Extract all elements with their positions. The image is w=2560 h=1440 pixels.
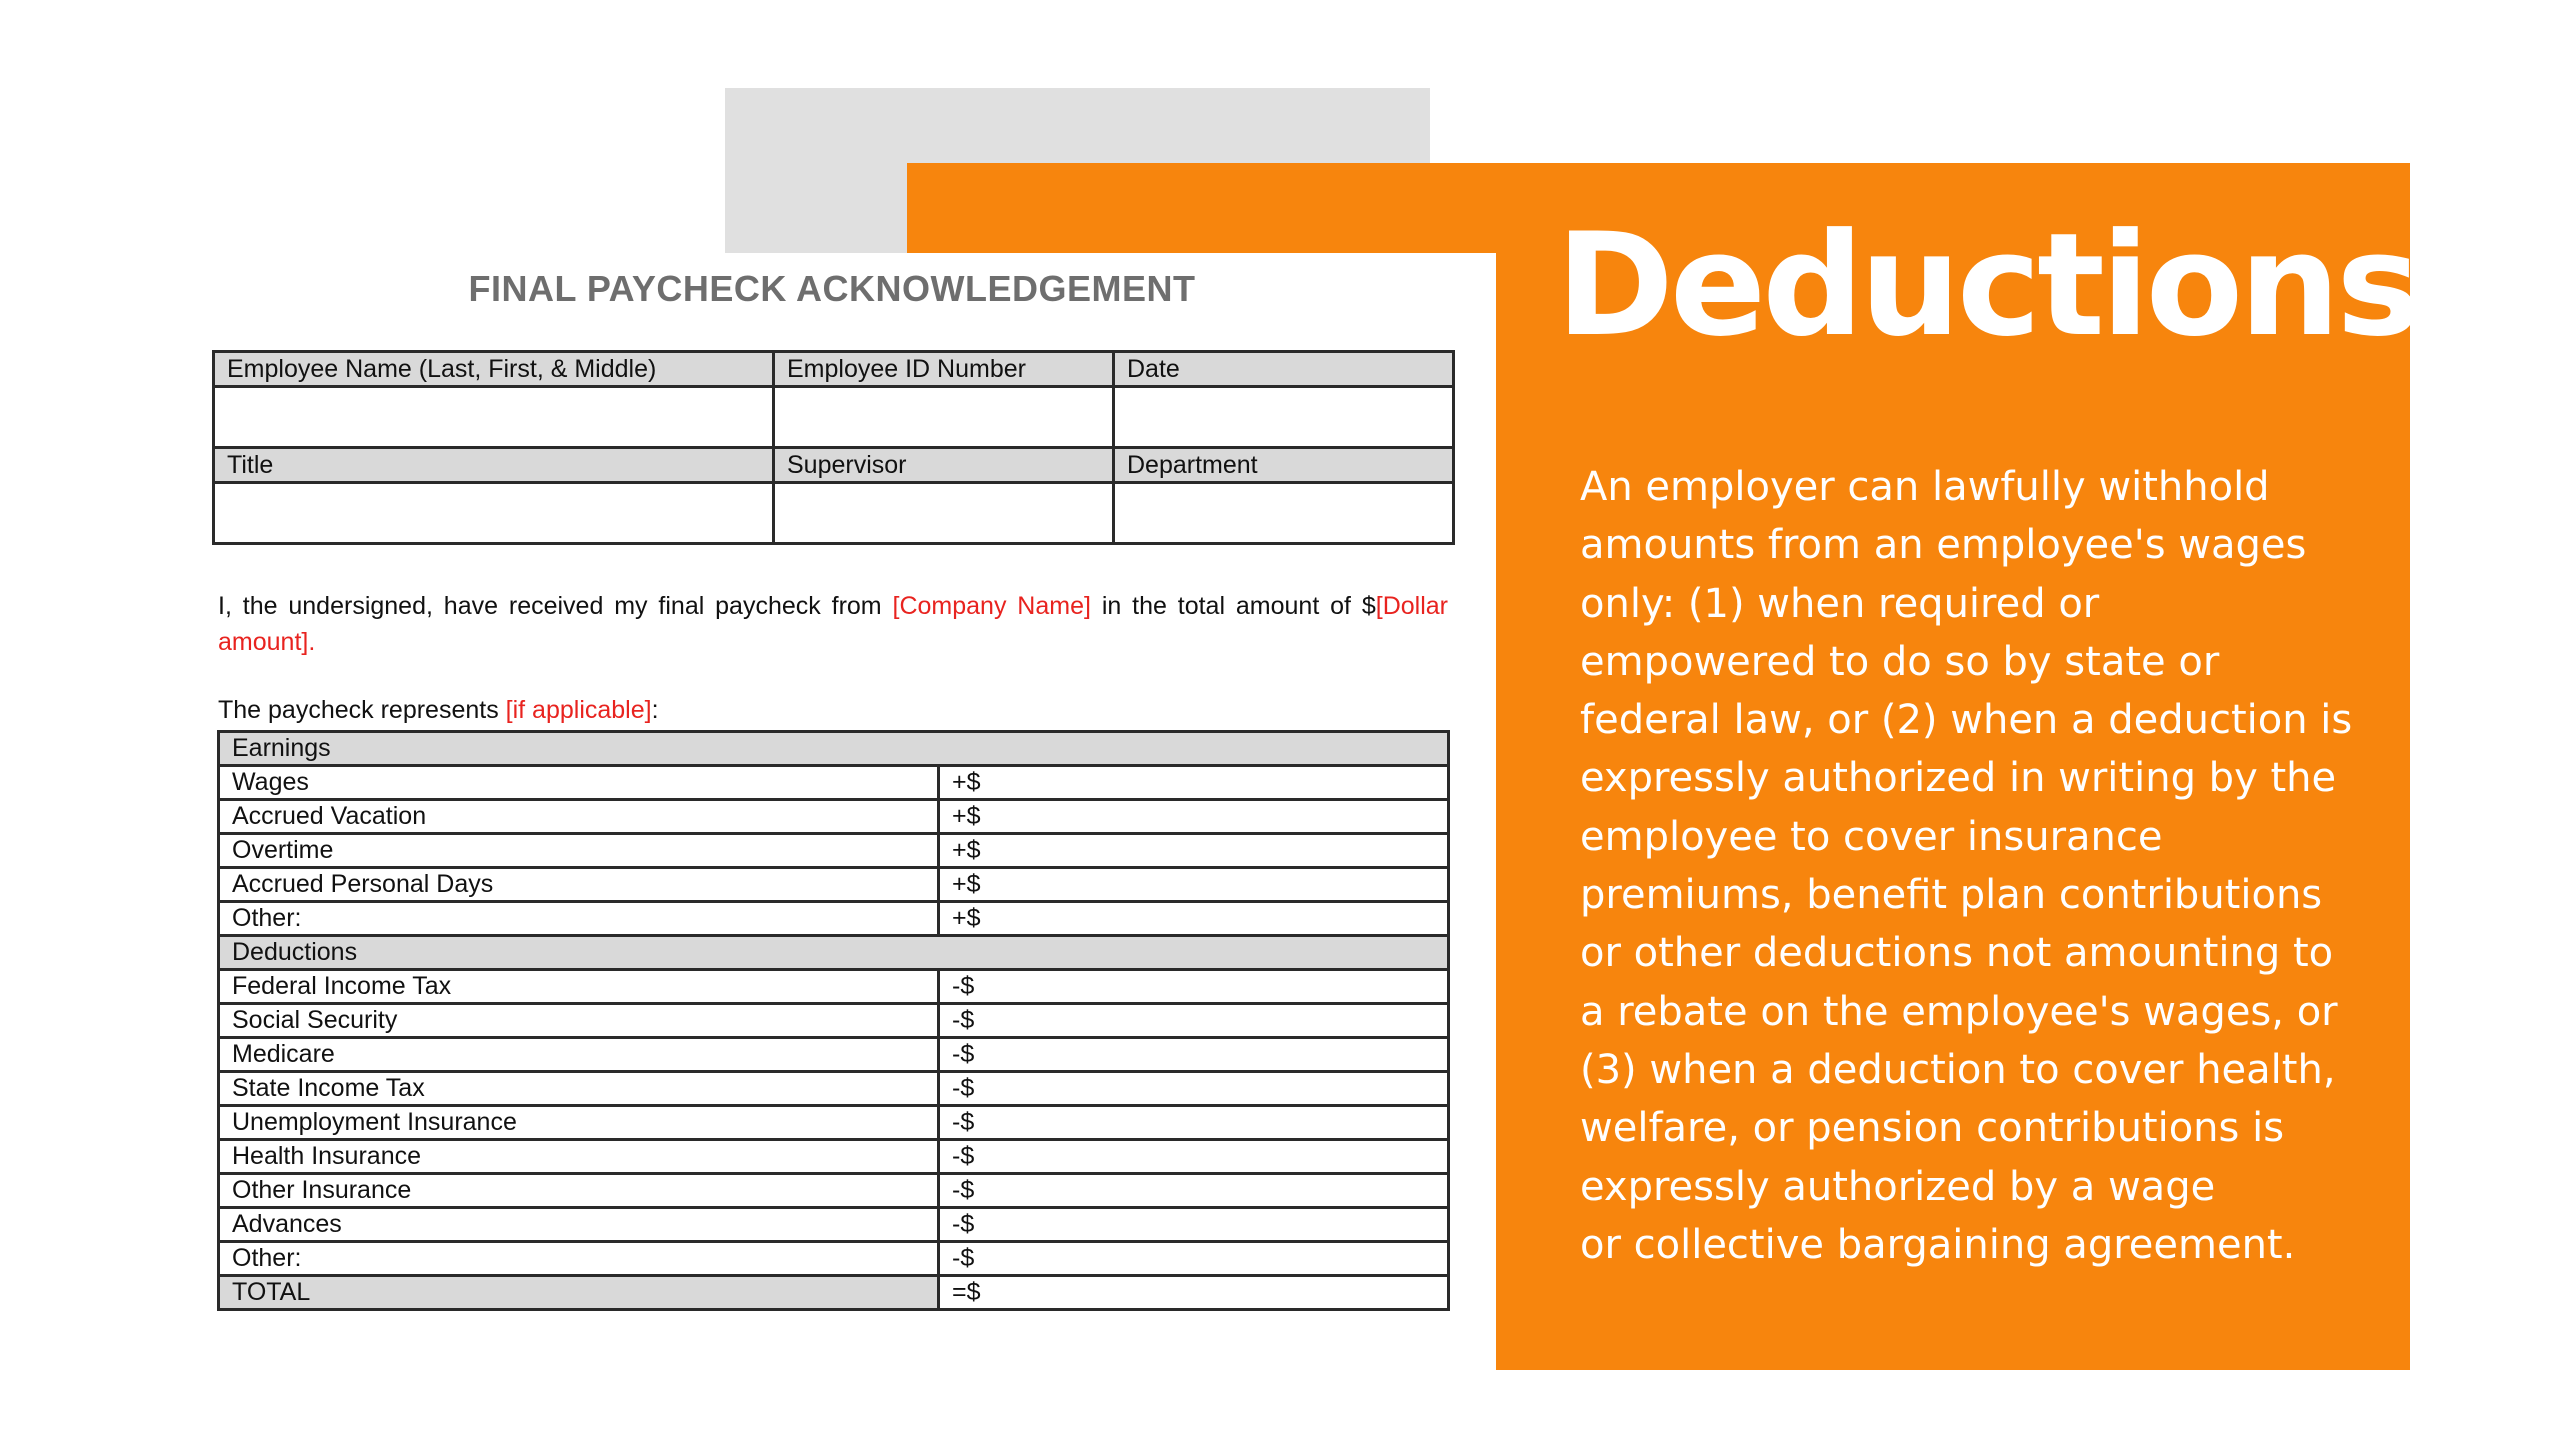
row-label: Social Security xyxy=(219,1004,939,1038)
row-value[interactable]: +$ xyxy=(939,800,1449,834)
panel-line: federal law, or (2) when a deduction is xyxy=(1580,697,2353,744)
panel-line: or collective bargaining agreement. xyxy=(1580,1221,2296,1268)
row-value[interactable]: +$ xyxy=(939,834,1449,868)
paycheck-breakdown-table xyxy=(217,730,1450,1311)
represents-suffix: : xyxy=(651,696,659,724)
row-value[interactable]: -$ xyxy=(939,1072,1449,1106)
row-value[interactable]: -$ xyxy=(939,1140,1449,1174)
department-label: Department xyxy=(1114,448,1454,483)
acknowledgement-statement xyxy=(218,588,1448,660)
row-label: Medicare xyxy=(219,1038,939,1072)
row-value[interactable]: +$ xyxy=(939,868,1449,902)
row-label: Federal Income Tax xyxy=(219,970,939,1004)
panel-line: amounts from an employee's wages xyxy=(1580,522,2307,569)
panel-title: Deductions xyxy=(1556,203,2417,368)
row-label: Unemployment Insurance xyxy=(219,1106,939,1140)
panel-line: expressly authorized in writing by the xyxy=(1580,755,2337,802)
table-row xyxy=(219,902,1449,936)
department-field[interactable] xyxy=(1114,483,1454,544)
row-label: Other: xyxy=(219,1242,939,1276)
table-row xyxy=(219,1004,1449,1038)
panel-line: empowered to do so by state or xyxy=(1580,638,2220,685)
panel-line: employee to cover insurance xyxy=(1580,813,2163,860)
row-label: Other Insurance xyxy=(219,1174,939,1208)
table-row xyxy=(219,868,1449,902)
row-label: Accrued Vacation xyxy=(219,800,939,834)
table-row xyxy=(219,1140,1449,1174)
company-name-placeholder: [Company Name] xyxy=(892,592,1091,620)
panel-line: An employer can lawfully withhold xyxy=(1580,464,2270,510)
total-row xyxy=(219,1276,1449,1310)
table-row xyxy=(219,1208,1449,1242)
total-value[interactable]: =$ xyxy=(939,1276,1449,1310)
row-label: Overtime xyxy=(219,834,939,868)
date-label: Date xyxy=(1114,352,1454,387)
row-value[interactable]: -$ xyxy=(939,970,1449,1004)
date-field[interactable] xyxy=(1114,387,1454,448)
row-label: Health Insurance xyxy=(219,1140,939,1174)
panel-line: expressly authorized by a wage xyxy=(1580,1163,2216,1210)
table-row xyxy=(219,970,1449,1004)
table-row xyxy=(219,766,1449,800)
employee-id-label: Employee ID Number xyxy=(774,352,1114,387)
row-label: Advances xyxy=(219,1208,939,1242)
panel-line: premiums, benefit plan contributions xyxy=(1580,872,2323,919)
supervisor-label: Supervisor xyxy=(774,448,1114,483)
earnings-header: Earnings xyxy=(219,732,1449,766)
table-row xyxy=(219,800,1449,834)
panel-line: a rebate on the employee's wages, or xyxy=(1580,988,2338,1035)
statement-prefix: I, the undersigned, have received my final paycheck from xyxy=(218,592,893,620)
table-row xyxy=(219,1242,1449,1276)
total-label: TOTAL xyxy=(219,1276,939,1310)
row-value[interactable]: -$ xyxy=(939,1242,1449,1276)
statement-suffix: . xyxy=(308,628,316,656)
panel-line: (3) when a deduction to cover health, xyxy=(1580,1046,2336,1093)
statement-middle: in the total amount of $ xyxy=(1090,592,1376,620)
row-value[interactable]: +$ xyxy=(939,902,1449,936)
table-row xyxy=(219,1038,1449,1072)
title-field[interactable] xyxy=(214,483,774,544)
table-row xyxy=(219,834,1449,868)
panel-line: or other deductions not amounting to xyxy=(1580,930,2334,977)
row-label: State Income Tax xyxy=(219,1072,939,1106)
row-label: Accrued Personal Days xyxy=(219,868,939,902)
row-label: Wages xyxy=(219,766,939,800)
row-value[interactable]: -$ xyxy=(939,1208,1449,1242)
panel-body xyxy=(1580,458,2390,1274)
employee-name-label: Employee Name (Last, First, & Middle) xyxy=(214,352,774,387)
table-row xyxy=(219,1072,1449,1106)
panel-line: welfare, or pension contributions is xyxy=(1580,1105,2285,1152)
table-row xyxy=(219,1106,1449,1140)
if-applicable-placeholder: [if applicable] xyxy=(505,696,652,724)
supervisor-field[interactable] xyxy=(774,483,1114,544)
title-label: Title xyxy=(214,448,774,483)
row-value[interactable]: -$ xyxy=(939,1038,1449,1072)
row-value[interactable]: -$ xyxy=(939,1174,1449,1208)
employee-name-field[interactable] xyxy=(214,387,774,448)
deductions-header: Deductions xyxy=(219,936,1449,970)
table-row xyxy=(219,1174,1449,1208)
employee-id-field[interactable] xyxy=(774,387,1114,448)
represents-line xyxy=(218,696,659,725)
row-value[interactable]: -$ xyxy=(939,1004,1449,1038)
row-value[interactable]: -$ xyxy=(939,1106,1449,1140)
row-value[interactable]: +$ xyxy=(939,766,1449,800)
form-title: FINAL PAYCHECK ACKNOWLEDGEMENT xyxy=(468,268,1196,309)
panel-line: only: (1) when required or xyxy=(1580,580,2100,627)
employee-info-table xyxy=(212,350,1455,545)
represents-prefix: The paycheck represents xyxy=(218,696,506,724)
dollar-amount-placeholder: [Dollar amount] xyxy=(218,592,1448,656)
row-label: Other: xyxy=(219,902,939,936)
